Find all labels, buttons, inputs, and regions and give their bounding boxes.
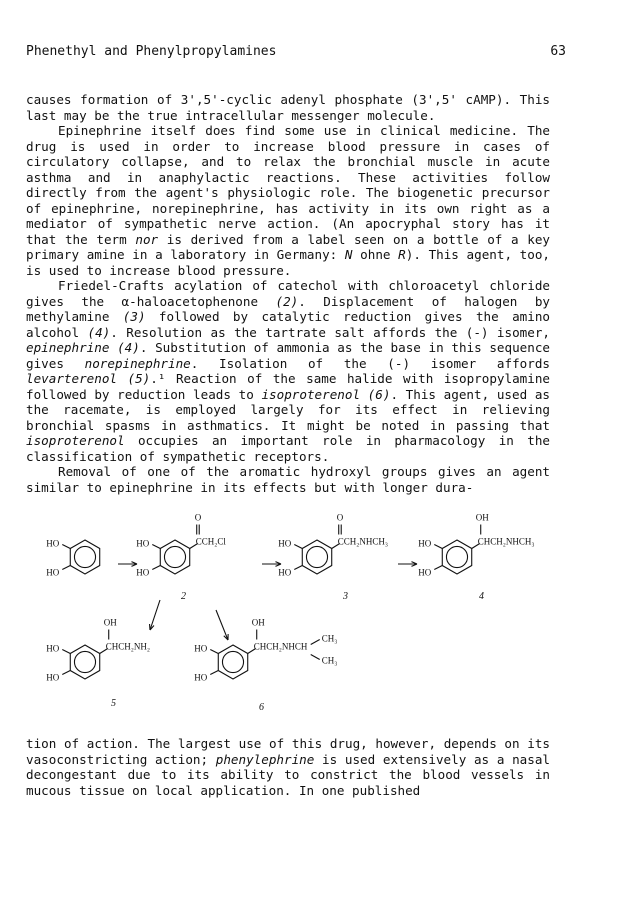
text-run: is derived from a label seen on a bottle of a key primary amine in a laboratory in Germany:: [26, 231, 551, 262]
text-run: . This agent, used as the racemate, is employed largely for its effect in relieving bronchial spasms in asthmatics. It might be noted in passing that: [26, 386, 550, 433]
ring-aromatic-circle: [164, 546, 185, 567]
body-text-top: [26, 92, 550, 495]
c2-ring: [160, 540, 189, 574]
text-run: . Displacement of halogen by methylamine: [26, 293, 550, 324]
hydroxyl-bond: [210, 671, 218, 675]
text-run: ohne: [352, 247, 399, 262]
c3-ring: [302, 540, 331, 574]
c6-side-chain: CHCH₂NHCH: [253, 641, 308, 652]
hydroxyl-bond: [210, 650, 218, 654]
c3-hydroxyl-label: HO: [278, 567, 292, 578]
text-run: Epinephrine itself does find some use in clinical medicine. The drug is used in order to increase blood pressure in cases of circulatory collapse, and to relax the bronchial muscle in acute asthma and in anaphylactic reactions. These activities follow directly from the agent's physiologic role. The biogenetic precursor of epinephrine, norepinephrine, has activity in its own right as a mediator of sympathetic nerve action. (An apocryphal story has it that the term: [26, 123, 550, 247]
italic-term: (3): [122, 309, 146, 324]
c5-hydroxyl-label: OH: [103, 617, 117, 628]
c6-ring: [218, 645, 247, 679]
hydroxyl-bond: [294, 545, 302, 549]
c5-hydroxyl-label: HO: [46, 672, 60, 683]
paragraph: [26, 123, 550, 278]
text-run: is used extensively as a nasal decongestant due to its ability to constrict the blood vessels in mucous tissue on local application. In one published: [26, 751, 550, 798]
c4-compound-number: 4: [479, 591, 484, 602]
c5-side-chain: CHCH₂NH₂: [105, 641, 151, 652]
text-run: Friedel-Crafts acylation of catechol with chloroacetyl chloride gives the α-haloacetophenone: [26, 278, 550, 309]
c2-hydroxyl-label: HO: [136, 538, 150, 549]
c2-compound-number: 2: [181, 591, 186, 602]
methyl-bond: [311, 655, 320, 660]
text-run: Removal of one of the aromatic hydroxyl groups gives an agent similar to epinephrine in its effects but with longer dura-: [26, 464, 550, 495]
reaction-arrow: [216, 610, 228, 640]
text-run: . Isolation of the (-) isomer affords: [190, 355, 550, 371]
hydroxyl-bond: [62, 650, 70, 654]
catechol-hydroxyl-label: HO: [46, 538, 60, 549]
running-title: Phenethyl and Phenylpropylamines: [26, 44, 277, 59]
synthesis-scheme: [0, 512, 633, 722]
hydroxyl-bond: [152, 545, 160, 549]
italic-term: nor: [135, 231, 159, 247]
hydroxyl-bond: [434, 545, 442, 549]
catechol-ring: [70, 540, 99, 574]
ring-aromatic-circle: [446, 546, 467, 567]
c3-carbonyl-oxygen: O: [336, 512, 344, 523]
ring-aromatic-circle: [222, 651, 243, 672]
c5-ring: [70, 645, 99, 679]
c6-methyl: CH₃: [321, 633, 338, 644]
italic-term: isoproterenol (6): [261, 386, 391, 402]
c5-compound-number: 5: [111, 698, 116, 709]
paragraph: [26, 92, 550, 123]
c2-side-chain: CCH₂Cl: [195, 536, 226, 547]
ring-aromatic-circle: [306, 546, 327, 567]
ring-aromatic-circle: [74, 651, 95, 672]
page-number: 63: [550, 44, 566, 59]
text-run: . Resolution as the tartrate salt affords the (-) isomer,: [110, 324, 550, 340]
catechol-hydroxyl-label: HO: [46, 567, 60, 578]
text-run: ). This agent, too, is used to increase blood pressure.: [26, 247, 551, 278]
c2-hydroxyl-label: HO: [136, 567, 150, 578]
text-run: tion of action. The largest use of this drug, however, depends on its vasoconstricting action;: [26, 736, 550, 767]
italic-term: phenylephrine: [215, 751, 315, 767]
italic-term: isoproterenol: [26, 433, 125, 448]
c6-hydroxyl-label: HO: [194, 643, 208, 654]
c4-hydroxyl-label: HO: [418, 538, 432, 549]
text-run: .¹ Reaction of the same halide with isopropylamine followed by reduction leads to: [26, 371, 550, 402]
methyl-bond: [311, 640, 320, 645]
paragraph: [26, 464, 550, 495]
c5-hydroxyl-label: HO: [46, 643, 60, 654]
c4-ring: [442, 540, 471, 574]
c6-hydroxyl-label: HO: [194, 672, 208, 683]
italic-term: (4): [87, 324, 111, 340]
body-text-bottom: [26, 736, 550, 798]
text-run: followed by catalytic reduction gives the amino alcohol: [26, 309, 550, 340]
running-header: [26, 44, 566, 59]
c3-hydroxyl-label: HO: [278, 538, 292, 549]
text-run: . Substitution of ammonia as the base in this sequence gives: [26, 340, 551, 371]
italic-term: (2): [275, 293, 299, 309]
italic-term: R: [398, 247, 406, 262]
reaction-arrow: [150, 600, 160, 630]
c6-hydroxyl-label: OH: [251, 617, 265, 628]
hydroxyl-bond: [62, 671, 70, 675]
hydroxyl-bond: [62, 545, 70, 549]
hydroxyl-bond: [434, 566, 442, 570]
hydroxyl-bond: [152, 566, 160, 570]
paragraph: [26, 736, 550, 798]
c4-hydroxyl-label: OH: [475, 512, 489, 523]
hydroxyl-bond: [294, 566, 302, 570]
italic-term: epinephrine (4): [26, 340, 140, 355]
ring-aromatic-circle: [74, 546, 95, 567]
c2-carbonyl-oxygen: O: [194, 512, 202, 523]
hydroxyl-bond: [62, 566, 70, 570]
c6-methyl: CH₃: [321, 655, 338, 666]
italic-term: N: [344, 247, 353, 262]
c6-compound-number: 6: [259, 702, 264, 713]
c4-side-chain: CHCH₂NHCH₃: [477, 536, 535, 547]
text-run: causes formation of 3',5'-cyclic adenyl phosphate (3',5' cAMP). This last may be the true intracellular messenger molecule.: [26, 92, 550, 123]
c3-side-chain: CCH₂NHCH₃: [337, 536, 389, 547]
c3-compound-number: 3: [343, 591, 348, 602]
paragraph: [26, 278, 550, 464]
italic-term: norepinephrine: [84, 355, 191, 371]
text-run: occupies an important role in pharmacology in the classification of sympathetic receptors.: [26, 433, 550, 464]
italic-term: levarterenol (5): [26, 371, 151, 386]
c4-hydroxyl-label: HO: [418, 567, 432, 578]
